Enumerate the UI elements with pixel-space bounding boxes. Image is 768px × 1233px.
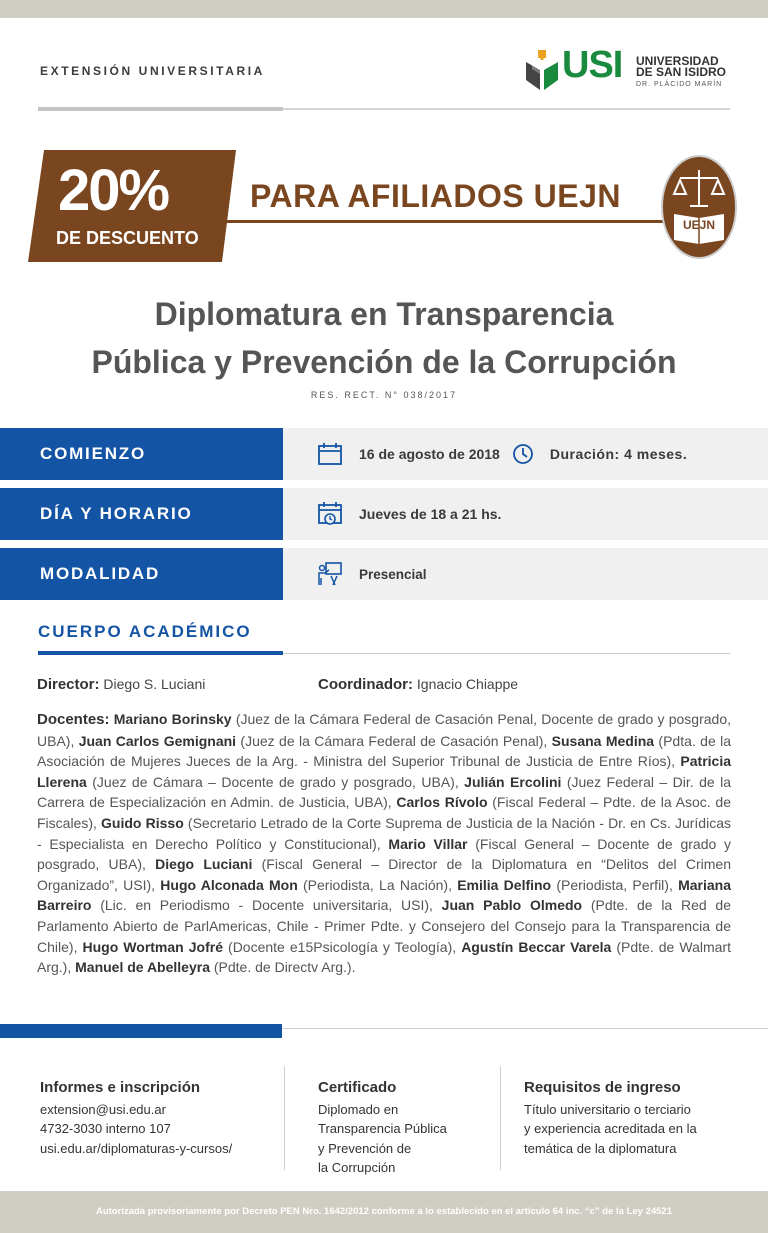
logo-line-3: DR. PLÁCIDO MARÍN — [636, 81, 723, 88]
logo-line-2: DE SAN ISIDRO — [636, 65, 727, 79]
docentes-label: Docentes: — [37, 711, 110, 728]
docente-name: Hugo Wortman Jofré — [82, 938, 223, 955]
promo-title: PARA AFILIADOS UEJN — [250, 178, 621, 214]
docente-description: (Pdta. de la Asociación de Mujeres Jueces de la Arg. - Ministra del Superior Tribunal de Justicia de Entre Ríos), — [37, 732, 731, 770]
docente-description: (Pdte. de Directv Arg.). — [209, 959, 356, 976]
requirements-title: Requisitos de ingreso — [524, 1079, 681, 1096]
certificate-line-2: Transparencia Pública — [318, 1121, 447, 1136]
docente-description: (Juez Federal – Dir. de la Carrera de Especialización en Admin. de Justicia, UBA), — [37, 773, 731, 811]
info-url[interactable]: usi.edu.ar/diplomaturas-y-cursos/ — [40, 1140, 233, 1156]
logo-usi-text: USI — [562, 44, 623, 86]
logo-leaf-icon — [524, 50, 560, 92]
requirements-line-3: temática de la diplomatura — [524, 1140, 677, 1156]
clock-icon — [512, 443, 534, 465]
info-title: Informes e inscripción — [40, 1079, 201, 1096]
mode-value: Presencial — [359, 566, 427, 582]
calendar-icon — [317, 441, 343, 467]
docente-name: Susana Medina — [551, 732, 655, 749]
schedule-label: DÍA Y HORARIO — [0, 488, 283, 540]
director — [37, 676, 205, 693]
start-label: COMIENZO — [0, 428, 283, 480]
docente-description: (Juez de la Cámara Federal de Casación Penal), — [236, 732, 552, 749]
promo-discount: DE DESCUENTO — [56, 228, 199, 248]
docente-name: Diego Luciani — [155, 856, 253, 873]
docente-name: Mariano Borinsky — [113, 711, 232, 727]
legal-note: Autorizada provisoriamente por Decreto PEN Nro. 1642/2012 conforme a lo establecido en el artículo 64 inc. “c” de la Ley 24521 — [95, 1206, 673, 1217]
presentation-icon — [317, 561, 343, 587]
requirements-line-2: y experiencia acreditada en la — [524, 1121, 697, 1136]
mode-row — [283, 548, 768, 600]
uejn-badge — [660, 154, 738, 265]
docente-name: Juan Pablo Olmedo — [441, 897, 583, 914]
coordinator-name: Ignacio Chiappe — [416, 676, 519, 692]
academic-divider-accent — [38, 651, 283, 655]
usi-logo — [524, 50, 560, 97]
start-date: 16 de agosto de 2018 — [359, 446, 500, 462]
certificate-line-4: la Corrupción — [318, 1160, 396, 1175]
top-bar — [0, 0, 768, 18]
column-separator — [284, 1066, 285, 1170]
docente-description: (Fiscal General – Director de la Diplomatura en “Delitos del Crimen Organizado”, USI), — [37, 856, 731, 893]
docente-name: Guido Risso — [101, 814, 184, 831]
promo-percent: 20% — [58, 158, 169, 223]
info-column — [40, 1078, 232, 1158]
docente-name: Carlos Rívolo — [396, 794, 488, 811]
course-title-line-1: Diplomatura en Transparencia — [154, 296, 614, 332]
coordinator — [318, 676, 518, 693]
certificate-line-3: y Prevención de — [318, 1140, 412, 1156]
logo-university-name — [636, 56, 726, 78]
schedule-row — [283, 488, 768, 540]
calendar-clock-icon — [317, 501, 343, 527]
docente-name: Juan Carlos Gemignani — [78, 732, 237, 749]
docente-name: Manuel de Abelleyra — [75, 959, 210, 976]
footer-divider-accent — [0, 1024, 282, 1038]
docente-description: (Lic. en Periodismo - Docente universitaria, USI), — [91, 897, 442, 914]
docente-name: Mariana Barreiro — [37, 876, 731, 914]
docentes-paragraph — [37, 709, 731, 978]
certificate-title: Certificado — [318, 1079, 397, 1096]
docente-name: Mario Villar — [388, 835, 468, 852]
info-phone: 4732-3030 interno 107 — [40, 1121, 171, 1136]
start-row — [283, 428, 768, 480]
docente-description: (Periodista, Perfil), — [551, 876, 679, 893]
requirements-column — [524, 1078, 697, 1158]
docente-name: Patricia Llerena — [37, 753, 731, 790]
uejn-badge-text: UEJN — [682, 218, 715, 232]
docente-description: (Pdte. de la Red de Parlamento Abierto de ParlAmericas, Chile - Primer Pdte. y Consejero del Consejo para la Transparencia de Chile), — [37, 897, 731, 955]
coordinator-label: Coordinador: — [318, 676, 413, 693]
docente-description: (Secretario Letrado de la Corte Suprema de Justicia de la Nación - Dr. en Cs. Jurídicas - Especialista en Derecho Político y Constitucional), — [37, 814, 731, 852]
duration: Duración: 4 meses. — [549, 446, 688, 462]
top-divider-accent — [38, 107, 283, 111]
docente-name: Agustín Beccar Varela — [461, 938, 612, 955]
certificate-line-1: Diplomado en — [318, 1101, 399, 1117]
docente-description: (Periodista, La Nación), — [297, 876, 458, 893]
info-email[interactable]: extension@usi.edu.ar — [40, 1101, 166, 1117]
docente-description: (Juez de la Cámara Federal de Casación Penal, Docente de grado y posgrado, UBA), — [37, 711, 731, 749]
promo-underline — [222, 220, 667, 223]
course-title-line-2: Pública y Prevención de la Corrupción — [91, 344, 677, 380]
certificate-column — [318, 1078, 447, 1178]
docente-description: (Pdte. de Walmart Arg.), — [37, 938, 731, 976]
director-label: Director: — [37, 676, 100, 693]
logo-line-1: UNIVERSIDAD — [636, 54, 719, 68]
mode-label: MODALIDAD — [0, 548, 283, 600]
resolution-number: RES. RECT. N° 038/2017 — [310, 390, 458, 400]
docente-name: Emilia Delfino — [457, 876, 552, 893]
docente-name: Hugo Alconada Mon — [160, 876, 298, 893]
academic-title: CUERPO ACADÉMICO — [38, 622, 252, 641]
requirements-line-1: Título universitario o terciario — [524, 1101, 691, 1117]
course-title — [0, 290, 768, 386]
docente-description: (Fiscal General – Docente de grado y posgrado, UBA), — [37, 835, 731, 873]
docente-description: (Juez de Cámara – Docente de grado y posgrado, UBA), — [86, 773, 465, 790]
director-name: Diego S. Luciani — [103, 676, 206, 692]
schedule-value: Jueves de 18 a 21 hs. — [359, 506, 502, 522]
column-separator — [500, 1066, 501, 1170]
docente-description: (Docente e15Psicología y Teología), — [223, 938, 462, 955]
docente-name: Julián Ercolini — [464, 773, 562, 790]
docente-description: (Fiscal Federal – Pdte. de la Asoc. de Fiscales), — [37, 794, 731, 831]
extension-title: EXTENSIÓN UNIVERSITARIA — [40, 64, 265, 78]
